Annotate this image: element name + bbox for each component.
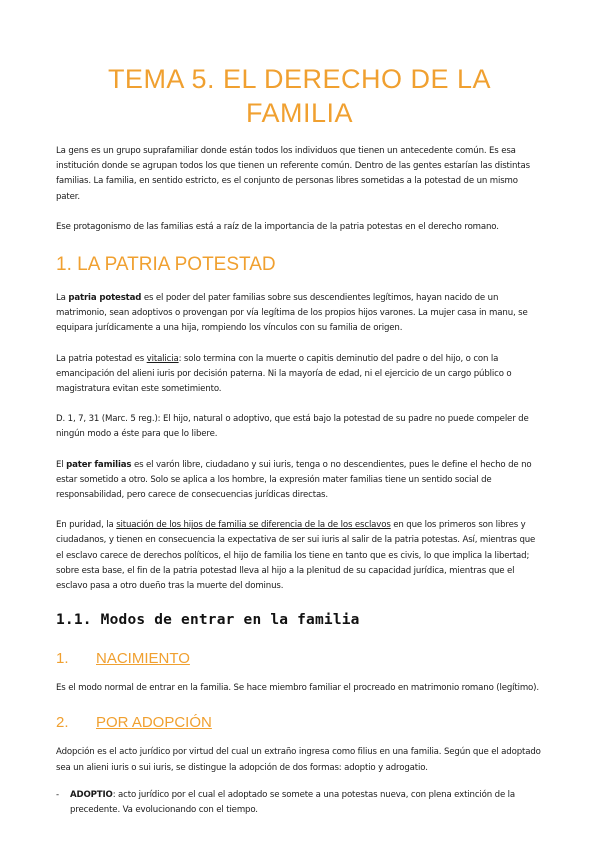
heading-label: NACIMIENTO [96, 650, 190, 668]
vitalicia-paragraph [56, 352, 543, 398]
heading-nacimiento [56, 649, 543, 669]
text-fragment: en que los primeros son libres y ciudadanos, y tienen en consecuencia la expectativa de ser sui iuris al salir de la patria potestas. Así, mientras que el esclavo carece de derechos políticos, el hijo de familia los tiene en tanto que es civis, lo que implica la libertad; sobre esta base, el fin de la patria potestad lleva al hijo a la plenitud de su capacidad jurídica, mientras que el esclavo pasa a otro dueño tras la muerte del dominus. [56, 520, 536, 592]
text-fragment: El [56, 459, 67, 470]
heading-label: POR ADOPCIÓN [96, 714, 212, 732]
bold-term: pater familias [66, 459, 132, 470]
text-fragment: : acto jurídico por el cual el adoptado se somete a una potestas nueva, con plena extinción de la precedente. Va evolucionando con el tiempo. [70, 789, 516, 816]
section-heading-patria-potestad: 1. LA PATRIA POTESTAD [56, 254, 276, 276]
text-fragment: es el varón libre, ciudadano y sui iuris, tenga o no descendientes, pues le define el hecho de no estar sometido a otro. Solo se aplica a los hombre, la expresión mater familias tiene un sentido social de responsabilidad, pero carece de consecuencias jurídicas directas. [56, 459, 532, 501]
page-title: TEMA 5. EL DERECHO DE LA FAMILIA [107, 64, 492, 128]
adoptio-text [70, 788, 543, 818]
heading-adopcion [56, 713, 543, 733]
underlined-term: vitalicia [146, 353, 179, 364]
text-fragment: : solo termina con la muerte o capitis deminutio del padre o del hijo, o con la emancipación del alieni iuris por decisión paterna. Ni la mayoría de edad, ni el ejercicio de un cargo público o magistratura evitan este sometimiento. [56, 353, 512, 395]
list-bullet: - [56, 789, 60, 800]
adopcion-paragraph: Adopción es el acto jurídico por virtud del cual un extraño ingresa como filius en una familia. Según que el adoptado sea un alieni iuris o sui iuris, se distingue la adopción de dos formas: adoptio y adrogatio. [56, 747, 541, 773]
text-fragment: La patria potestad es [56, 353, 147, 364]
patria-potestad-definition [56, 291, 543, 337]
intro-paragraph-1: La gens es un grupo suprafamiliar donde están todos los individuos que tienen un antecedente común. Es esa institución donde se agrupan todos los que tienen un referente común. Dentro de las gentes estarían las distintas familias. La familia, en sentido estricto, es el conjunto de personas libres sometidas a la potestad de un mismo pater. [56, 146, 530, 202]
subsection-heading-modos: 1.1. Modos de entrar en la familia [56, 612, 360, 629]
list-item-adoptio [56, 788, 543, 818]
text-fragment: La [56, 293, 69, 304]
text-fragment: es el poder del pater familias sobre sus descendientes legítimos, hayan nacido de un matrimonio, sean adoptivos o provengan por vía legítima de los propios hijos varones. La mujer casa in manu, se equipara jurídicamente a una hija, rompiendo los vínculos con su familia de origen. [56, 293, 528, 334]
digest-quote-paragraph: D. 1, 7, 31 (Marc. 5 reg.): El hijo, natural o adoptivo, que está bajo la potestad de su padre no puede compeler de ningún modo a éste para que lo libere. [56, 414, 529, 440]
heading-number: 2. [56, 714, 69, 732]
heading-number: 1. [56, 650, 69, 668]
underlined-phrase: situación de los hijos de familia se diferencia de la de los esclavos [116, 520, 391, 531]
bold-term: patria potestad [68, 293, 142, 304]
bold-term: ADOPTIO [70, 789, 113, 800]
text-fragment: En puridad, la [56, 520, 117, 531]
intro-paragraph-2: Ese protagonismo de las familias está a raíz de la importancia de la patria potestas en el derecho romano. [56, 221, 499, 232]
nacimiento-paragraph: Es el modo normal de entrar en la familia. Se hace miembro familiar el procreado en matrimonio romano (legítimo). [56, 683, 539, 694]
hijos-esclavos-paragraph [56, 518, 543, 594]
pater-familias-paragraph [56, 458, 543, 504]
